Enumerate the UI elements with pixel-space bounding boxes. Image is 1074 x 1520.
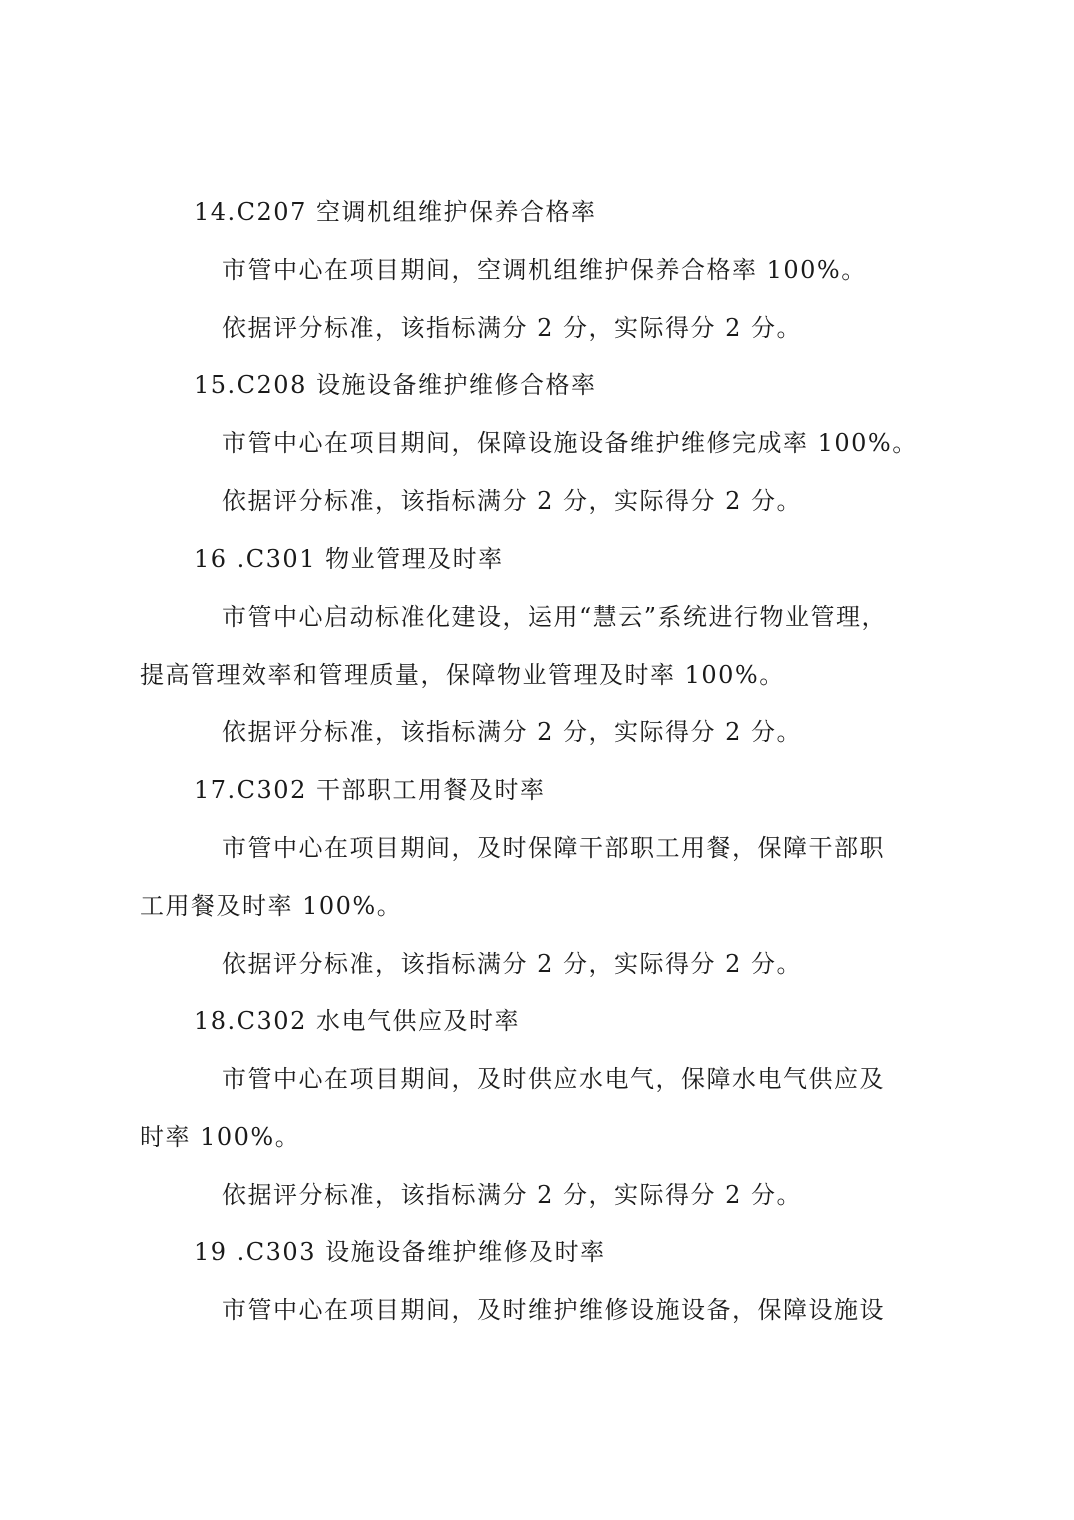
section-paragraph-continued: 时率 100%。 [140,1123,301,1151]
section-paragraph: 市管中心在项目期间，及时供应水电气，保障水电气供应及 [222,1065,885,1093]
score-paragraph: 依据评分标准，该指标满分 2 分，实际得分 2 分。 [222,1181,803,1209]
score-paragraph: 依据评分标准，该指标满分 2 分，实际得分 2 分。 [222,950,803,978]
section-paragraph: 市管中心在项目期间，保障设施设备维护维修完成率 100%。 [222,429,918,457]
section-paragraph-continued: 提高管理效率和管理质量，保障物业管理及时率 100%。 [140,661,785,689]
section-paragraph-continued: 工用餐及时率 100%。 [140,892,403,920]
score-paragraph: 依据评分标准，该指标满分 2 分，实际得分 2 分。 [222,314,803,342]
section-paragraph: 市管中心启动标准化建设，运用“慧云”系统进行物业管理， [222,603,888,631]
section-paragraph: 市管中心在项目期间，空调机组维护保养合格率 100%。 [222,256,867,284]
section-paragraph: 市管中心在项目期间，及时维护维修设施设备，保障设施设 [222,1296,885,1324]
section-heading: 14.C207 空调机组维护保养合格率 [194,198,597,226]
section-paragraph: 市管中心在项目期间，及时保障干部职工用餐，保障干部职 [222,834,885,862]
section-heading: 15.C208 设施设备维护维修合格率 [194,371,597,399]
section-heading: 18.C302 水电气供应及时率 [194,1007,520,1035]
section-heading: 19 .C303 设施设备维护维修及时率 [194,1238,606,1266]
section-heading: 16 .C301 物业管理及时率 [194,545,504,573]
section-heading: 17.C302 干部职工用餐及时率 [194,776,546,804]
score-paragraph: 依据评分标准，该指标满分 2 分，实际得分 2 分。 [222,487,803,515]
score-paragraph: 依据评分标准，该指标满分 2 分，实际得分 2 分。 [222,718,803,746]
